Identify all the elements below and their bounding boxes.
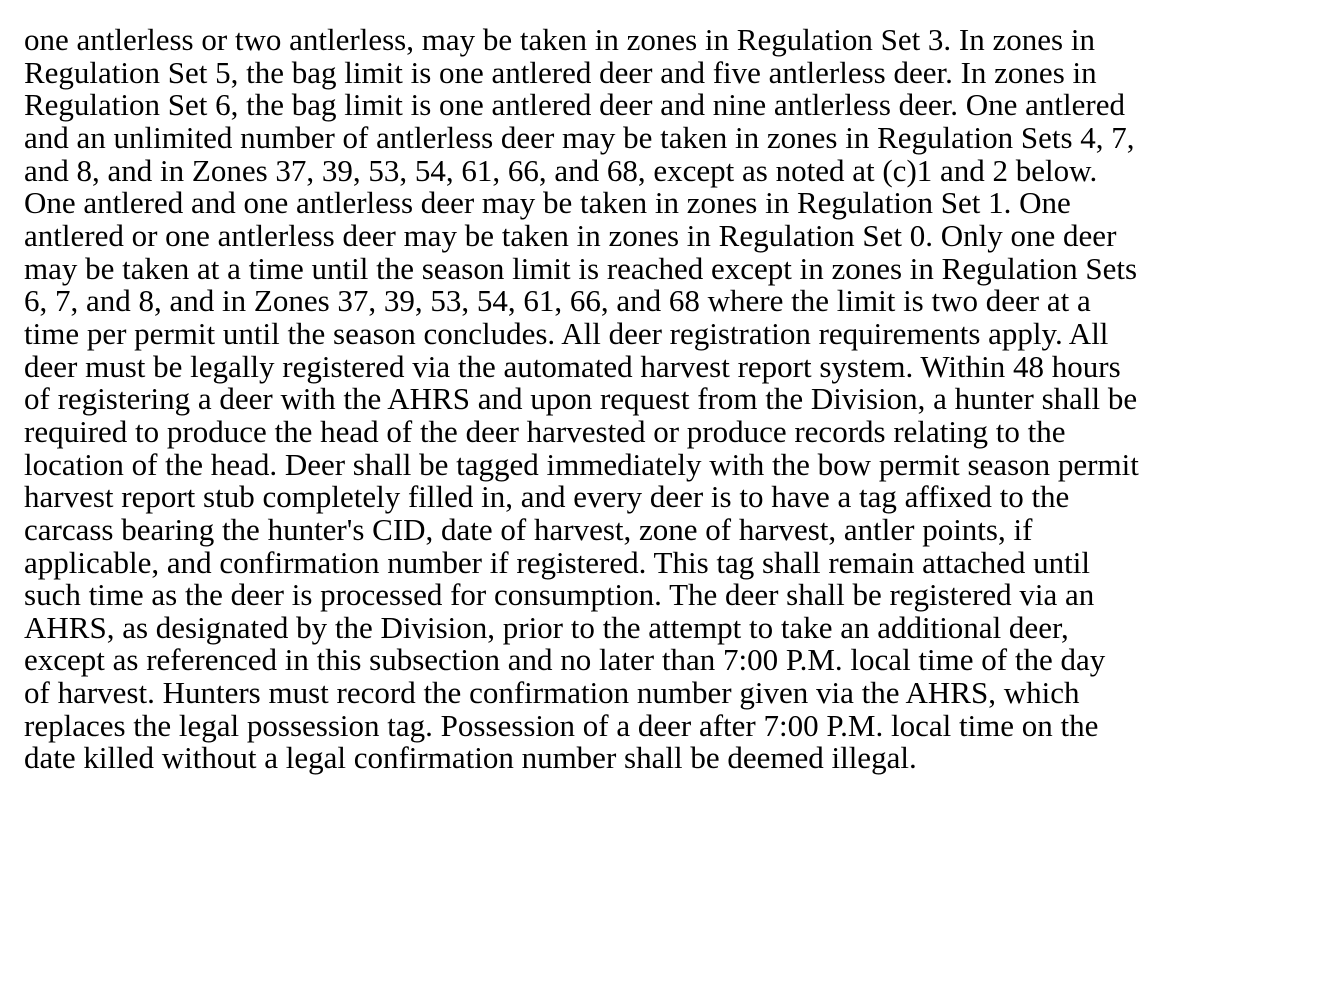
text-line: harvest report stub completely filled in, and every deer is to have a tag affixed to the xyxy=(24,479,1070,515)
text-line: of registering a deer with the AHRS and upon request from the Division, a hunter shall be xyxy=(24,381,1138,417)
text-line: may be taken at a time until the season limit is reached except in zones in Regulation Sets xyxy=(24,250,1138,286)
text-line: required to produce the head of the deer harvested or produce records relating to the xyxy=(24,413,1066,449)
text-line: AHRS, as designated by the Division, prior to the attempt to take an additional deer, xyxy=(24,609,1069,645)
text-line: of harvest. Hunters must record the confirmation number given via the AHRS, which xyxy=(24,675,1080,711)
text-line: Regulation Set 6, the bag limit is one antlered deer and nine antlerless deer. One antlered xyxy=(24,87,1125,123)
text-line: antlered or one antlerless deer may be taken in zones in Regulation Set 0. Only one deer xyxy=(24,217,1117,253)
text-line: replaces the legal possession tag. Possession of a deer after 7:00 P.M. local time on the xyxy=(24,707,1099,743)
text-line: carcass bearing the hunter's CID, date of harvest, zone of harvest, antler points, if xyxy=(24,511,1033,547)
text-line: such time as the deer is processed for consumption. The deer shall be registered via an xyxy=(24,577,1095,613)
text-line: 6, 7, and 8, and in Zones 37, 39, 53, 54, 61, 66, and 68 where the limit is two deer at a xyxy=(24,283,1091,319)
text-line: deer must be legally registered via the automated harvest report system. Within 48 hours xyxy=(24,348,1121,384)
text-line: and an unlimited number of antlerless deer may be taken in zones in Regulation Sets 4, 7, xyxy=(24,119,1135,155)
text-line: one antlerless or two antlerless, may be taken in zones in Regulation Set 3. In zones in xyxy=(24,22,1095,57)
text-line: except as referenced in this subsection and no later than 7:00 P.M. local time of the day xyxy=(24,642,1106,678)
document-body xyxy=(24,24,1334,775)
text-line: date killed without a legal confirmation number shall be deemed illegal. xyxy=(24,740,917,776)
text-line: Regulation Set 5, the bag limit is one antlered deer and five antlerless deer. In zones in xyxy=(24,54,1097,90)
text-line: time per permit until the season concludes. All deer registration requirements apply. All xyxy=(24,315,1109,351)
text-line: location of the head. Deer shall be tagged immediately with the bow permit season permit xyxy=(24,446,1139,482)
text-line: applicable, and confirmation number if registered. This tag shall remain attached until xyxy=(24,544,1090,580)
text-line: and 8, and in Zones 37, 39, 53, 54, 61, 66, and 68, except as noted at (c)1 and 2 below. xyxy=(24,152,1098,188)
text-line: One antlered and one antlerless deer may be taken in zones in Regulation Set 1. One xyxy=(24,185,1071,221)
